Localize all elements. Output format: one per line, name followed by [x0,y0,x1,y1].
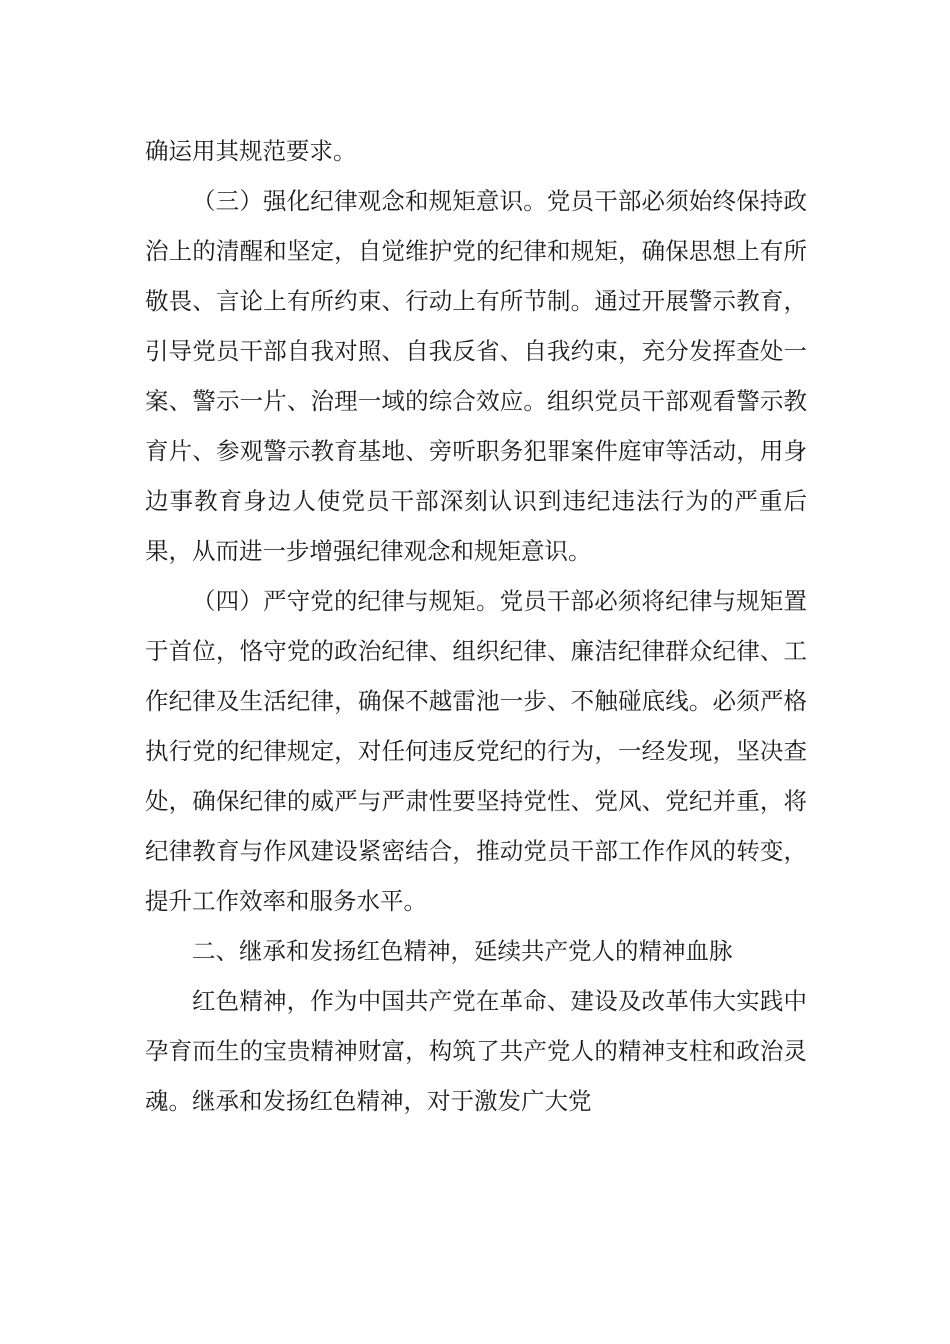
section-heading-2: 二、继承和发扬红色精神，延续共产党人的精神血脉 [192,937,733,965]
document-body [145,126,807,1126]
paragraph-section-4: （四）严守党的纪律与规矩。党员干部必须将纪律与规矩置于首位，恪守党的政治纪律、组织纪律、廉洁纪律群众纪律、工作纪律及生活纪律，确保不越雷池一步、不触碰底线。必须严格执行党的纪律规定，对任何违反党纪的行为，一经发现，坚决查处，确保纪律的威严与严肃性要坚持党性、党风、党纪并重，将纪律教育与作风建设紧密结合，推动党员干部工作作风的转变，提升工作效率和服务水平。 [145,587,807,915]
paragraph-red-spirit: 红色精神，作为中国共产党在革命、建设及改革伟大实践中孕育而生的宝贵精神财富，构筑了共产党人的精神支柱和政治灵魂。继承和发扬红色精神，对于激发广大党 [145,987,807,1115]
paragraph-section-3: （三）强化纪律观念和规矩意识。党员干部必须始终保持政治上的清醒和坚定，自觉维护党的纪律和规矩，确保思想上有所敬畏、言论上有所约束、行动上有所节制。通过开展警示教育，引导党员干部自我对照、自我反省、自我约束，充分发挥查处一案、警示一片、治理一域的综合效应。组织党员干部观看警示教育片、参观警示教育基地、旁听职务犯罪案件庭审等活动，用身边事教育身边人使党员干部深刻认识到违纪违法行为的严重后果，从而进一步增强纪律观念和规矩意识。 [145,187,807,565]
paragraph-continuation: 确运用其规范要求。 [145,137,357,165]
